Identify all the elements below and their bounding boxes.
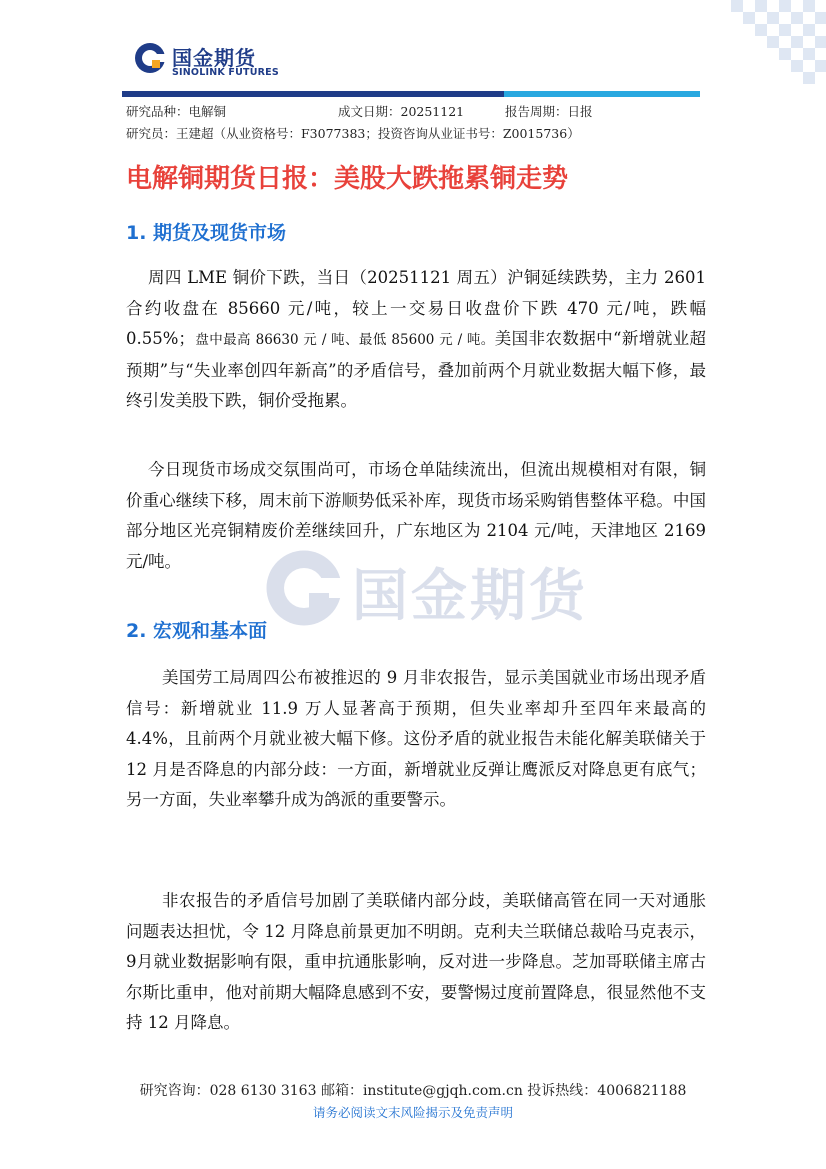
logo-english-name: SINOLINK FUTURES [172, 67, 279, 78]
section2-paragraph-2: 非农报告的矛盾信号加剧了美联储内部分歧，美联储高管在同一天对通胀问题表达担忧，令 12 月降息前景更加不明朗。克利夫兰联储总裁哈马克表示，9月就业数据影响有限，重申抗通胀影响，反对进一步降息。芝加哥联储主席古尔斯比重申，他对前期大幅降息感到不安，要警惕过度前置降息，很显然他不支持 12 月降息。 [126, 891, 706, 1032]
section1-heading: 1. 期货及现货市场 [126, 222, 287, 244]
report-period: 报告周期：日报 [505, 104, 593, 119]
sinolink-logo-icon [134, 42, 166, 74]
section1-p1-small: 盘中最高 86630 元 / 吨、最低 85600 元 / 吨。 [194, 332, 495, 348]
section2-paragraph-1: 美国劳工局周四公布被推迟的 9 月非农报告，显示美国就业市场出现矛盾信号：新增就业 11.9 万人显著高于预期，但失业率却升至四年来最高的 4.4%，且前两个月就业被大幅下修。这份矛盾的就业报告未能化解美联储关于 12 月是否降息的内部分歧：一方面，新增就业反弹让鹰派反对降息更有底气；另一方面，失业率攀升成为鸽派的重要警示。 [126, 668, 706, 809]
section2-heading: 2. 宏观和基本面 [126, 620, 268, 642]
footer-disclaimer-link[interactable]: 请务必阅读文末风险揭示及免责声明 [312, 1105, 513, 1120]
header-rule [122, 91, 700, 97]
section1-paragraph-2: 今日现货市场成交氛围尚可，市场仓单陆续流出，但流出规模相对有限，铜价重心继续下移，周末前下游顺势低采补库，现货市场采购销售整体平稳。中国部分地区光亮铜精废价差继续回升，广东地区为 2104 元/吨，天津地区 2169 元/吨。 [126, 460, 706, 571]
section1-p1-main: 周四 LME 铜价下跌，当日（20251121 周五）沪铜延续跌势，主力 2601 合约收盘在 85660 元/吨，较上一交易日收盘价下跌 470 元/吨，跌幅 0.55%； [126, 268, 706, 348]
report-title: 电解铜期货日报：美股大跌拖累铜走势 [126, 164, 569, 194]
researcher-info: 研究员：王建超（从业资格号：F3077383；投资咨询从业证书号：Z0015736） [126, 126, 580, 141]
watermark-text: 国金期货 [352, 564, 588, 629]
corner-pattern-decoration [636, 0, 826, 95]
research-variety: 研究品种：电解铜 [126, 104, 227, 119]
section1-paragraph-1 [126, 263, 706, 417]
report-date: 成文日期：20251121 [338, 104, 465, 119]
footer-contact: 研究咨询：028 6130 3163 邮箱：institute@gjqh.com.cn 投诉热线：4006821188 [139, 1083, 687, 1099]
logo-chinese-name: 国金期货 [172, 46, 256, 70]
section1-p1-tail: 美国非农数据中“新增就业超预期”与“失业率创四年新高”的矛盾信号，叠加前两个月就业数据大幅下修，最终引发美股下跌，铜价受拖累。 [126, 329, 706, 410]
